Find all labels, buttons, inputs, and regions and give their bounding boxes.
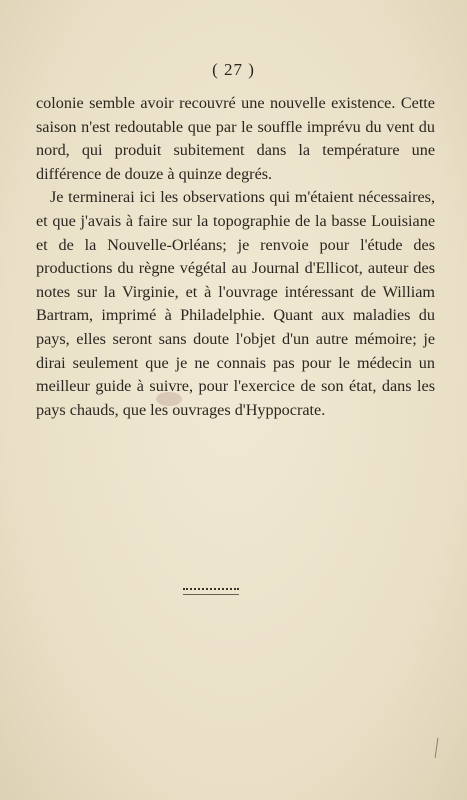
paragraph-2: Je terminerai ici les observations qui m'étaient nécessaires, et que j'avais à faire sur la topographie de la basse Louisiane et de la Nouvelle-Orléans; je renvoie pour l'étude des productions du règne végétal au Journal d'Ellicot, auteur des notes sur la Virginie, et à l'ouvrage intéressant de William Bartram, imprimé à Philadelphie. Quant aux maladies du pays, elles seront sans doute l'objet d'un autre mémoire; je dirai seulement que je ne connais pas pour le médecin un meilleur guide à suivre, pour l'exercice de son état, dans les pays chauds, que les ouvrages d'Hyppocrate. (36, 188, 435, 419)
ornamental-rule (183, 588, 239, 595)
paragraph-1: colonie semble avoir recouvré une nouvelle existence. Cette saison n'est redoutable que par le souffle imprévu du vent du nord, qui produit subitement dans la température une différence de douze à quinze degrés. (36, 94, 435, 183)
ink-stain (156, 392, 182, 406)
body-text (36, 92, 435, 422)
pencil-mark (435, 738, 439, 758)
page-number: ( 27 ) (212, 60, 255, 79)
